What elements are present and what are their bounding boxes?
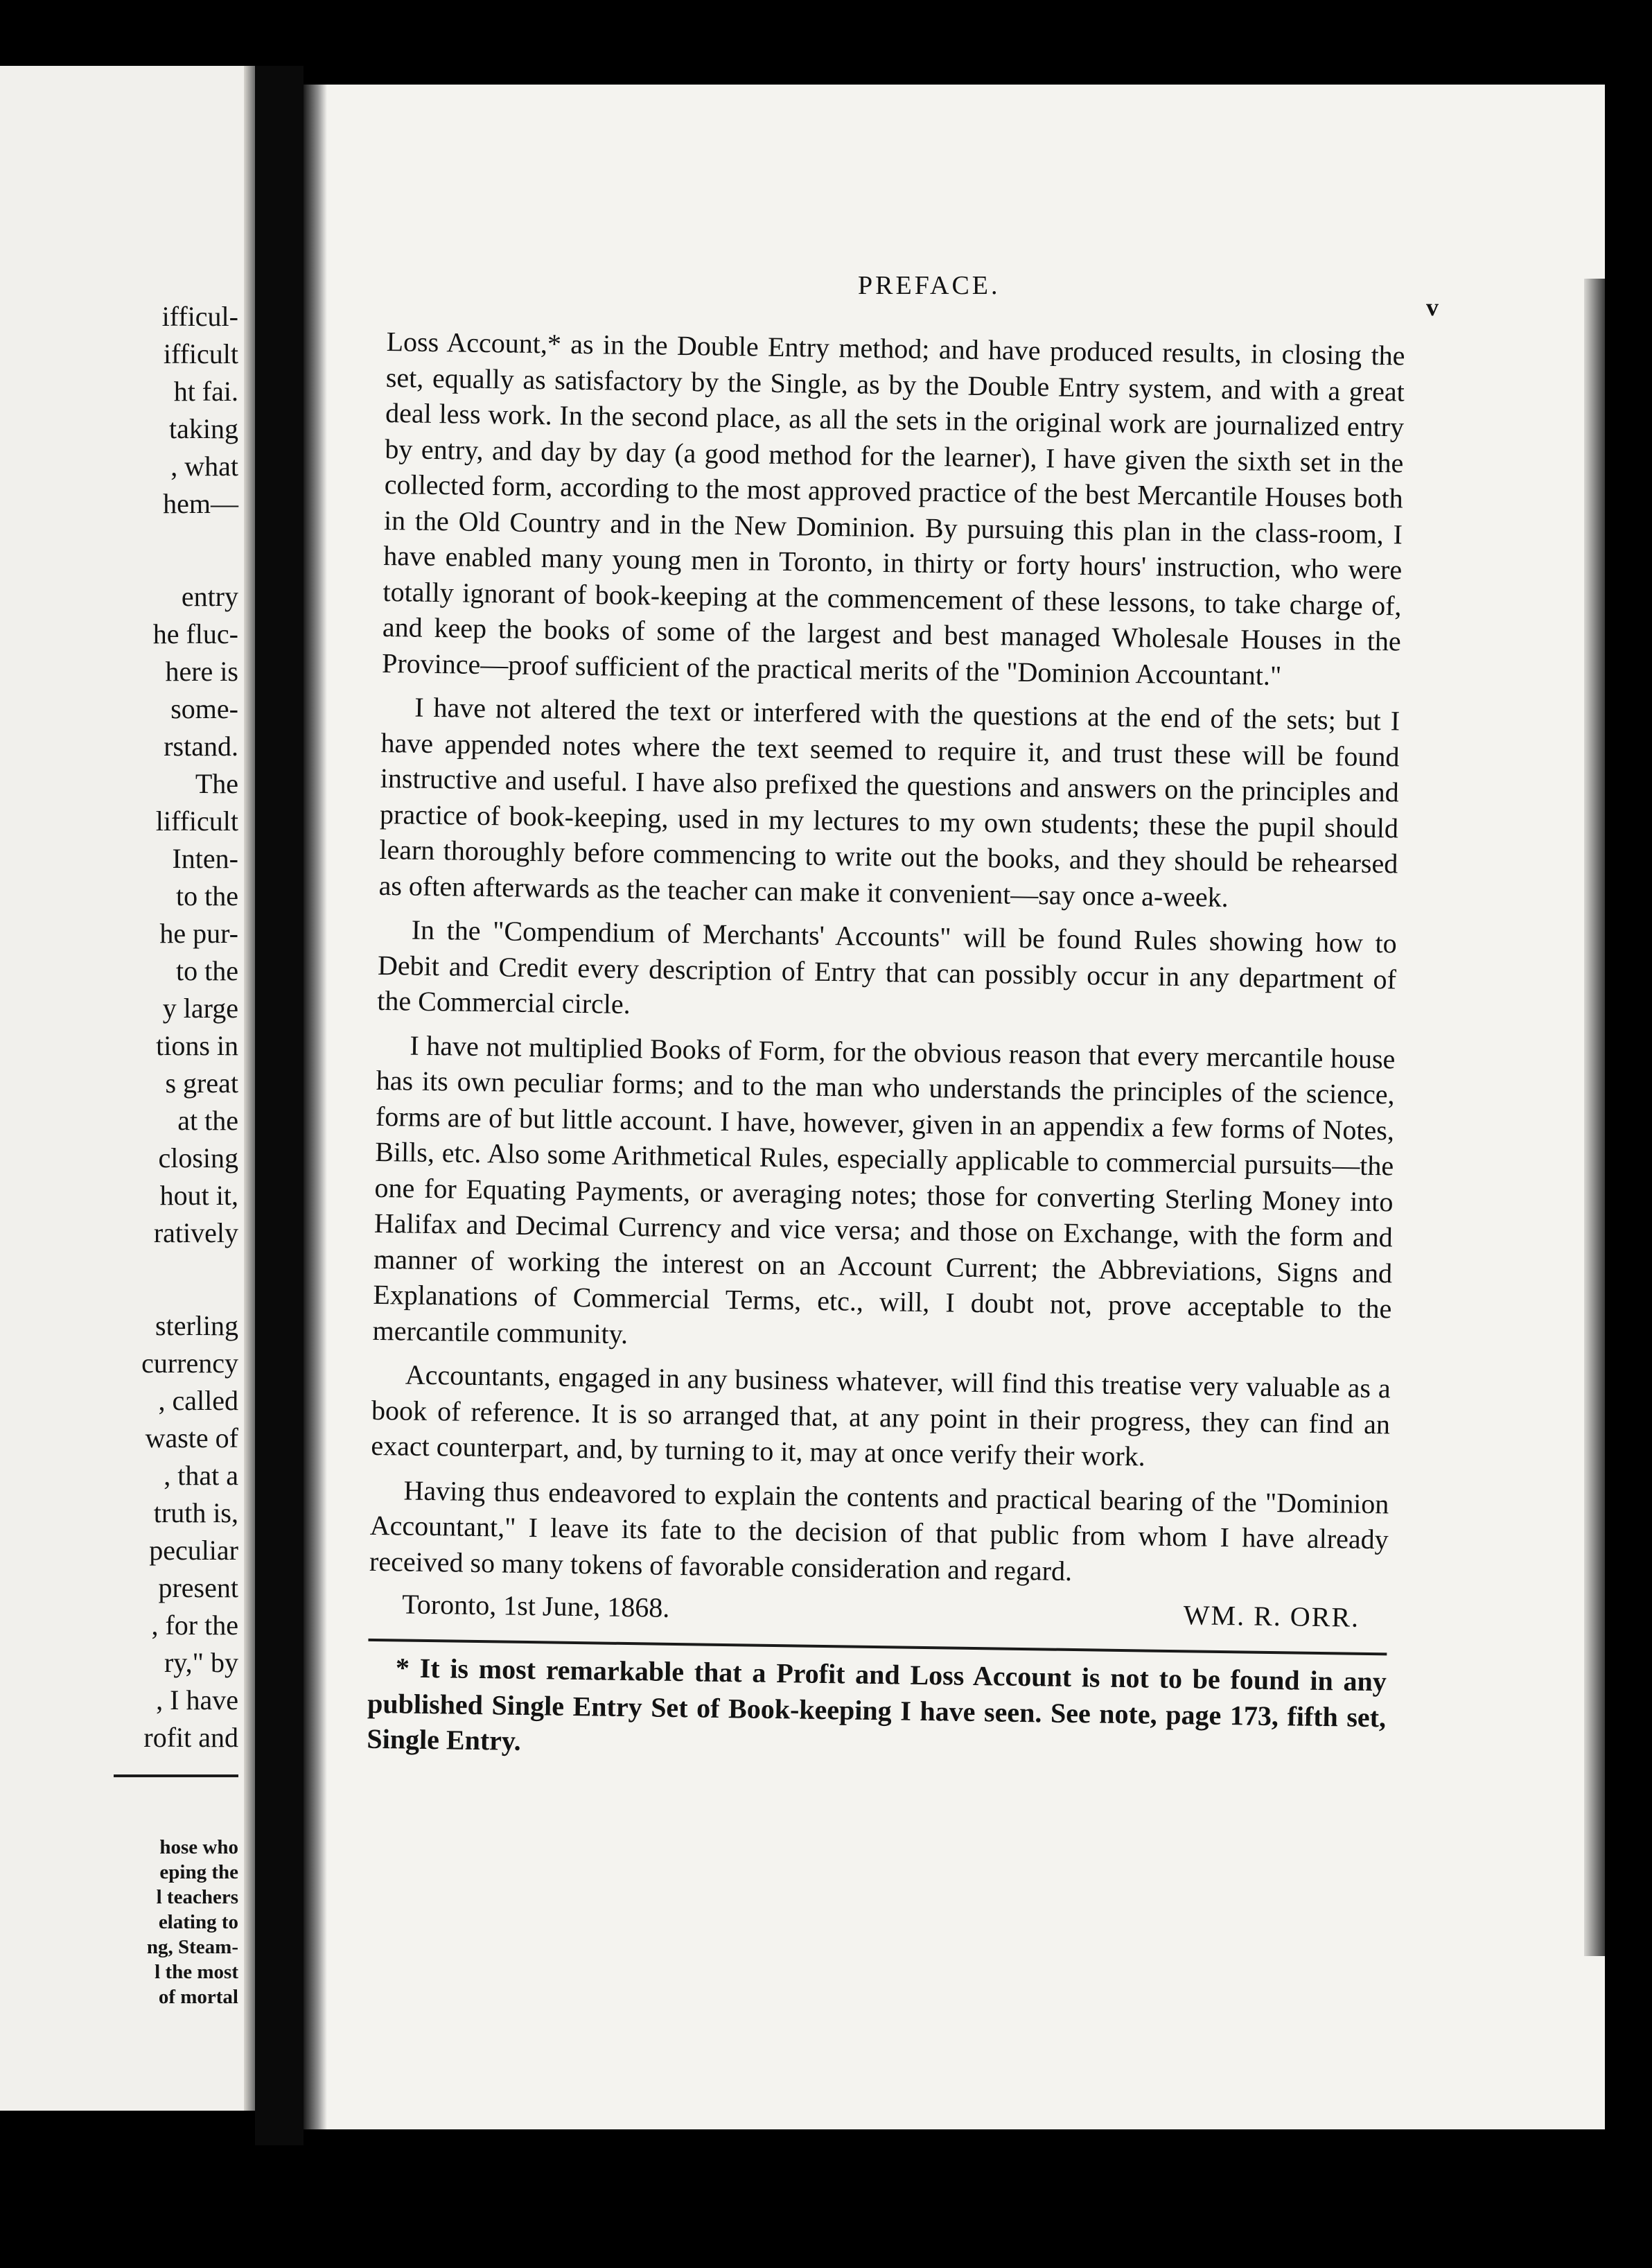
left-page-line: ht fai.: [173, 376, 238, 407]
left-footnote-line: ng, Steam-: [146, 1936, 238, 1958]
left-page-line: closing: [158, 1142, 238, 1174]
left-footnote-line: elating to: [158, 1911, 238, 1933]
left-page-line: hout it,: [159, 1180, 238, 1211]
signature-block: [369, 1587, 1388, 1643]
left-page-line: , what: [170, 451, 238, 482]
left-page-edge-shadow: [244, 66, 255, 2111]
paragraph: I have not multiplied Books of Form, for the obvious reason that every mercantile house has its own peculiar forms; and to the man who understands the principles of the science, forms are of but little account. I have, however, given in an appendix a few forms of Notes, Bills, etc. Also some Arithmetical Rules, especially applicable to commercial pursuits—the one for Equating Payments, or averaging notes; those for converting Sterling Money into Halifax and Decimal Currency and vice versa; and those on Exchange, with the form and manner of working the interest on an Account Current; the Abbreviations, Signs and Explanations of Commercial Terms, etc., will, I doubt not, prove acceptable to the mercantile community.: [372, 1029, 1396, 1350]
left-footnote-line: hose who: [159, 1836, 238, 1858]
left-page-line: to the: [176, 880, 238, 911]
left-page-line: lifficult: [155, 805, 238, 837]
left-page-line: he pur-: [159, 918, 238, 949]
page-number: v: [1426, 293, 1439, 321]
left-page-line: present: [158, 1572, 238, 1603]
left-page-line: ry," by: [164, 1647, 238, 1678]
left-page-line: waste of: [145, 1422, 238, 1454]
left-page-line: s great: [165, 1067, 238, 1099]
left-page-line: peculiar: [149, 1535, 238, 1566]
paragraph: Having thus endeavored to explain the contents and practical bearing of the "Dominion Accountant," I leave its fate to the decision of that public from whom I have already received so many tokens of favorable consideration and regard.: [369, 1474, 1389, 1587]
preface-body: [367, 324, 1405, 1779]
left-page-line: , called: [158, 1385, 238, 1416]
book-gutter: [255, 66, 304, 2145]
left-page-line: y large: [162, 993, 238, 1024]
left-page-line: , for the: [151, 1610, 238, 1641]
left-footnote-rule: [114, 1774, 238, 1777]
paragraph: I have not altered the text or interfered with the questions at the end of the sets; but I have appended notes where the text seemed to require it, and trust these will be found instructive and useful. I have also prefixed the questions and answers on the principles and practice of book-keeping, used in my lectures to my own students; these the pupil should learn thoroughly before commencing to write out the books, and they should be rehearsed as often afterwards as the teacher can make it convenient—say once a-week.: [378, 691, 1400, 913]
running-title: PREFACE.: [858, 271, 1001, 300]
left-page-line: sterling: [155, 1310, 238, 1341]
left-footnote-line: eping the: [159, 1861, 238, 1883]
left-page-line: tions in: [156, 1030, 238, 1061]
left-page-line: hem—: [163, 488, 238, 519]
left-footnote-line: l the most: [155, 1961, 238, 1983]
spine-shadow: [304, 85, 327, 2129]
left-page-line: rstand.: [164, 731, 238, 762]
left-page-line: some-: [170, 693, 238, 724]
left-page-line: to the: [176, 955, 238, 986]
left-page-line: currency: [141, 1347, 238, 1379]
left-page-line: , I have: [156, 1684, 238, 1716]
place-date: Toronto, 1st June, 1868.: [401, 1588, 670, 1623]
left-footnote-line: l teachers: [156, 1886, 238, 1908]
left-footnote-line: of mortal: [158, 1986, 238, 2008]
left-page-line: The: [195, 768, 238, 799]
left-page-line: taking: [169, 413, 238, 444]
left-facing-page: [0, 66, 255, 2111]
left-page-line: Inten-: [172, 843, 238, 874]
preface-page: [304, 85, 1605, 2129]
paragraph: Loss Account,* as in the Double Entry method; and have produced results, in closing the set, equally as satisfactory by the Single, as by the Double Entry system, and with a great deal less work. In the second place, as all the sets in the original work are journalized entry by entry, and day by day (a good method for the learner), I have given the sixth set in the collected form, according to the most approved practice of the best Mercantile Houses both in the Old Country and in the New Dominion. By pursuing this plan in the class-room, I have enabled many young men in Toronto, in thirty or forty hours' instruction, who were totally ignorant of book-keeping at the commencement of these lessons, to take charge of, and keep the books of some of the largest and best managed Wholesale Houses in the Province—proof sufficient of the practical merits of the "Dominion Accountant.": [381, 325, 1405, 691]
left-page-line: ifficul-: [161, 301, 238, 332]
footnote: * It is most remarkable that a Profit and Loss Account is not to be found in any published Single Entry Set of Book-keeping I have seen. See note, page 173, fifth set, Single Entry.: [367, 1652, 1387, 1756]
paragraph: Accountants, engaged in any business whatever, will find this treatise very valuable as a book of reference. It is so arranged that, at any point in their progress, they can find an exact counterpart, and, by turning to it, may at once verify their work.: [371, 1359, 1391, 1472]
left-page-line: ratively: [153, 1217, 238, 1248]
left-page-line: rofit and: [143, 1722, 238, 1753]
author-signature: WM. R. ORR.: [1183, 1599, 1360, 1633]
left-page-line: he fluc-: [152, 618, 238, 649]
left-page-line: truth is,: [153, 1497, 238, 1528]
page-edge-shadow: [1584, 279, 1605, 1956]
left-page-line: entry: [181, 581, 238, 612]
paragraph: In the "Compendium of Merchants' Accounts" will be found Rules showing how to Debit and Credit every description of Entry that can possibly occur in any department of the Commercial circle.: [377, 914, 1397, 1020]
left-page-line: at the: [177, 1105, 238, 1136]
left-page-line: , that a: [164, 1460, 238, 1491]
left-page-line: here is: [165, 656, 238, 687]
left-page-line: ifficult: [163, 338, 238, 369]
